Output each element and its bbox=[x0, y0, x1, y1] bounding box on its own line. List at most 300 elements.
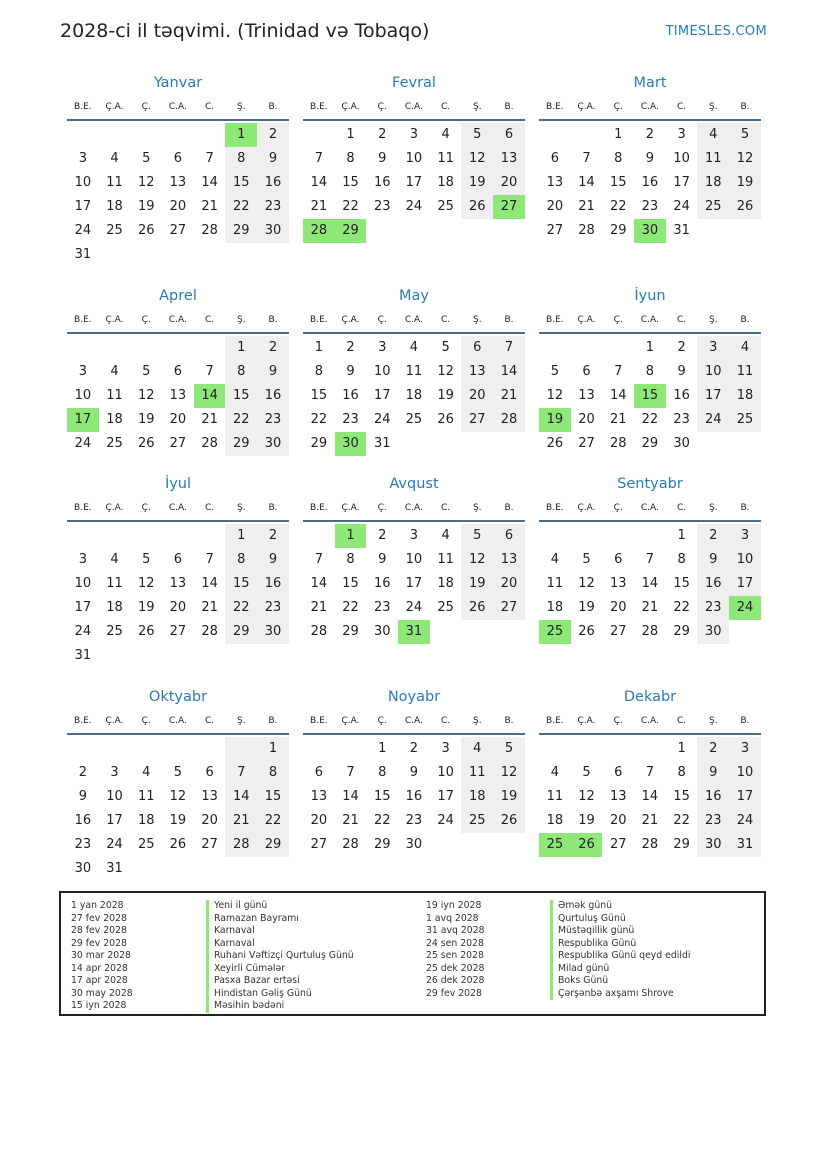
day-cell: 29 bbox=[225, 219, 257, 243]
day-cell: 9 bbox=[257, 548, 289, 572]
day-cell: 12 bbox=[137, 576, 155, 591]
weekday-label: C.A. bbox=[404, 315, 423, 325]
day-cell: 11 bbox=[405, 364, 423, 379]
day-cell: 8 bbox=[346, 552, 355, 567]
day-cell: 2 bbox=[697, 524, 729, 548]
weekday-label: B.E. bbox=[74, 716, 92, 726]
weekday-label: Ç.A. bbox=[577, 503, 596, 513]
day-cell: 21 bbox=[342, 813, 359, 828]
day-cell: 6 bbox=[550, 151, 559, 166]
empty-cell bbox=[335, 737, 367, 761]
day-cell: 6 bbox=[614, 552, 623, 567]
day-cell: 29 bbox=[673, 837, 690, 852]
day-cell: 26 bbox=[493, 809, 525, 833]
page-title: 2028-ci il təqvimi. (Trinidad və Tobaqo) bbox=[60, 20, 430, 42]
legend-holiday-name: Respublika Günü bbox=[550, 938, 636, 951]
holiday-day: 30 bbox=[335, 432, 367, 456]
weekday-label: B.E. bbox=[546, 102, 564, 112]
day-cell: 9 bbox=[697, 548, 729, 572]
day-cell: 27 bbox=[169, 223, 187, 238]
day-cell: 4 bbox=[110, 552, 119, 567]
day-cell: 19 bbox=[729, 171, 761, 195]
holiday-day: 14 bbox=[194, 384, 226, 408]
empty-cell bbox=[99, 336, 131, 360]
legend-holiday-name: Milad günü bbox=[550, 963, 609, 976]
day-cell: 23 bbox=[342, 412, 359, 427]
day-cell: 28 bbox=[493, 408, 525, 432]
weekday-label: C. bbox=[205, 716, 215, 726]
day-cell: 12 bbox=[546, 388, 564, 403]
day-cell: 12 bbox=[169, 789, 187, 804]
day-cell: 9 bbox=[378, 552, 387, 567]
weekday-header bbox=[303, 97, 525, 121]
day-cell: 11 bbox=[137, 789, 155, 804]
day-cell: 21 bbox=[641, 813, 659, 828]
day-cell: 4 bbox=[409, 340, 419, 355]
legend-holiday-name: Karnaval bbox=[206, 925, 255, 938]
day-grid bbox=[539, 737, 761, 857]
day-cell: 27 bbox=[201, 837, 218, 852]
day-cell: 12 bbox=[493, 761, 525, 785]
legend-holiday-name: Xeyirli Cümələr bbox=[206, 963, 285, 976]
day-cell: 7 bbox=[493, 336, 525, 360]
day-cell: 3 bbox=[729, 524, 761, 548]
day-cell: 16 bbox=[74, 813, 92, 828]
day-cell: 22 bbox=[225, 195, 257, 219]
weekday-header bbox=[303, 310, 525, 334]
legend-date: 17 apr 2028 bbox=[71, 975, 128, 986]
weekday-label: Ç.A. bbox=[105, 716, 124, 726]
holiday-day: 26 bbox=[571, 833, 603, 857]
day-cell: 6 bbox=[173, 364, 183, 379]
holiday-day: 30 bbox=[634, 219, 666, 243]
day-cell: 14 bbox=[201, 576, 218, 591]
weekday-label: B.E. bbox=[310, 716, 328, 726]
empty-cell bbox=[194, 123, 226, 147]
weekday-label: B.E. bbox=[546, 503, 564, 513]
legend-holiday-name: Ruhani Vəftizçi Qurtuluş Günü bbox=[206, 950, 354, 963]
month-name: Dekabr bbox=[623, 689, 677, 705]
legend-holiday-name: Çərşənbə axşamı Shrove bbox=[550, 988, 674, 1001]
day-cell: 5 bbox=[493, 737, 525, 761]
month-11 bbox=[539, 687, 761, 857]
day-cell: 29 bbox=[225, 620, 257, 644]
day-cell: 25 bbox=[729, 408, 761, 432]
weekday-label: C. bbox=[441, 315, 451, 325]
legend-date: 27 fev 2028 bbox=[71, 912, 127, 924]
day-cell: 13 bbox=[169, 576, 187, 591]
day-cell: 1 bbox=[225, 524, 257, 548]
weekday-label: C.A. bbox=[168, 102, 187, 112]
weekday-label: C. bbox=[205, 102, 215, 112]
day-cell: 15 bbox=[342, 175, 359, 190]
weekday-header bbox=[67, 711, 289, 735]
weekday-label: B. bbox=[504, 716, 514, 726]
day-cell: 8 bbox=[677, 552, 686, 567]
day-cell: 26 bbox=[137, 223, 155, 238]
legend-date: 24 sen 2028 bbox=[426, 937, 484, 949]
weekday-label: Ç. bbox=[377, 102, 387, 112]
day-cell: 3 bbox=[110, 765, 119, 780]
day-cell: 23 bbox=[74, 837, 92, 852]
day-cell: 5 bbox=[142, 364, 151, 379]
empty-cell bbox=[539, 524, 571, 548]
empty-cell bbox=[303, 123, 335, 147]
day-cell: 25 bbox=[106, 223, 123, 238]
day-cell: 10 bbox=[74, 388, 92, 403]
day-cell: 4 bbox=[142, 765, 151, 780]
day-cell: 18 bbox=[106, 412, 123, 427]
day-cell: 19 bbox=[137, 600, 155, 615]
day-cell: 3 bbox=[78, 151, 87, 166]
day-cell: 8 bbox=[614, 151, 623, 166]
holiday-day: 25 bbox=[539, 833, 571, 857]
holiday-day: 27 bbox=[493, 195, 525, 219]
day-cell: 2 bbox=[257, 123, 289, 147]
holiday-day: 1 bbox=[335, 524, 367, 548]
day-cell: 4 bbox=[697, 123, 729, 147]
weekday-label: Ç.A. bbox=[105, 315, 124, 325]
day-cell: 14 bbox=[310, 175, 328, 190]
day-cell: 25 bbox=[437, 600, 454, 615]
day-cell: 13 bbox=[609, 576, 627, 591]
day-cell: 1 bbox=[614, 127, 623, 142]
weekday-label: C. bbox=[677, 716, 687, 726]
day-cell: 22 bbox=[342, 600, 359, 615]
weekday-label: C.A. bbox=[640, 503, 659, 513]
day-cell: 11 bbox=[437, 151, 454, 166]
day-cell: 25 bbox=[697, 195, 729, 219]
day-cell: 18 bbox=[546, 600, 564, 615]
day-cell: 20 bbox=[493, 171, 525, 195]
empty-cell bbox=[303, 524, 335, 548]
day-cell: 7 bbox=[205, 151, 214, 166]
day-cell: 9 bbox=[645, 151, 655, 166]
day-cell: 17 bbox=[74, 199, 92, 214]
day-cell: 14 bbox=[310, 576, 328, 591]
day-grid bbox=[303, 336, 525, 456]
day-cell: 16 bbox=[697, 785, 729, 809]
day-cell: 6 bbox=[582, 364, 591, 379]
day-cell: 24 bbox=[373, 412, 391, 427]
day-cell: 5 bbox=[582, 552, 591, 567]
day-cell: 1 bbox=[314, 340, 323, 355]
weekday-label: Ç.A. bbox=[577, 102, 596, 112]
weekday-label: Ş. bbox=[236, 315, 246, 325]
day-cell: 21 bbox=[609, 412, 627, 427]
day-cell: 4 bbox=[110, 151, 119, 166]
day-cell: 8 bbox=[346, 151, 355, 166]
weekday-label: B.E. bbox=[74, 102, 92, 112]
weekday-label: C.A. bbox=[404, 716, 423, 726]
day-cell: 29 bbox=[373, 837, 391, 852]
day-cell: 8 bbox=[225, 548, 257, 572]
weekday-label: C. bbox=[677, 503, 687, 513]
day-cell: 6 bbox=[461, 336, 493, 360]
day-cell: 11 bbox=[729, 360, 761, 384]
day-cell: 26 bbox=[729, 195, 761, 219]
day-cell: 7 bbox=[205, 552, 214, 567]
weekday-label: Ş. bbox=[236, 503, 246, 513]
weekday-label: B.E. bbox=[546, 315, 564, 325]
empty-cell bbox=[539, 123, 571, 147]
empty-cell bbox=[162, 336, 194, 360]
day-cell: 16 bbox=[405, 789, 423, 804]
day-cell: 21 bbox=[310, 600, 328, 615]
empty-cell bbox=[571, 737, 603, 761]
day-cell: 3 bbox=[409, 528, 419, 543]
day-grid bbox=[67, 123, 289, 267]
day-cell: 11 bbox=[437, 552, 454, 567]
day-cell: 24 bbox=[437, 813, 454, 828]
legend-holiday-name: Məsihin bədəni bbox=[206, 1000, 284, 1013]
empty-cell bbox=[303, 737, 335, 761]
day-cell: 3 bbox=[78, 364, 87, 379]
day-cell: 23 bbox=[257, 408, 289, 432]
weekday-header bbox=[539, 711, 761, 735]
day-cell: 16 bbox=[257, 384, 289, 408]
day-cell: 7 bbox=[314, 552, 323, 567]
day-cell: 5 bbox=[461, 123, 493, 147]
day-cell: 12 bbox=[729, 147, 761, 171]
day-cell: 9 bbox=[378, 151, 387, 166]
legend-date: 1 avq 2028 bbox=[426, 912, 479, 924]
holiday-day: 15 bbox=[634, 384, 666, 408]
day-cell: 31 bbox=[373, 436, 391, 451]
day-cell: 25 bbox=[461, 809, 493, 833]
legend-holiday-name: Ramazan Bayramı bbox=[206, 913, 299, 926]
day-cell: 24 bbox=[405, 199, 423, 214]
holiday-day: 31 bbox=[398, 620, 430, 644]
day-cell: 28 bbox=[201, 436, 218, 451]
day-cell: 4 bbox=[550, 765, 559, 780]
day-cell: 13 bbox=[169, 175, 187, 190]
day-cell: 15 bbox=[225, 572, 257, 596]
day-cell: 27 bbox=[609, 624, 627, 639]
weekday-label: Ş. bbox=[236, 102, 246, 112]
day-cell: 11 bbox=[106, 388, 123, 403]
weekday-label: Ç. bbox=[377, 503, 387, 513]
empty-cell bbox=[225, 737, 257, 761]
day-cell: 16 bbox=[697, 572, 729, 596]
weekday-label: Ç. bbox=[613, 102, 623, 112]
day-cell: 20 bbox=[609, 813, 627, 828]
day-cell: 10 bbox=[74, 175, 92, 190]
day-cell: 24 bbox=[405, 600, 423, 615]
day-cell: 12 bbox=[137, 388, 155, 403]
empty-cell bbox=[99, 123, 131, 147]
day-cell: 25 bbox=[137, 837, 155, 852]
empty-cell bbox=[602, 737, 634, 761]
day-cell: 20 bbox=[493, 572, 525, 596]
day-cell: 3 bbox=[378, 340, 387, 355]
day-cell: 8 bbox=[645, 364, 655, 379]
month-name: May bbox=[399, 288, 429, 304]
legend-date: 1 yan 2028 bbox=[71, 900, 124, 911]
weekday-label: Ç. bbox=[141, 716, 151, 726]
day-cell: 13 bbox=[609, 789, 627, 804]
day-cell: 28 bbox=[641, 624, 659, 639]
day-cell: 2 bbox=[677, 340, 686, 355]
day-cell: 16 bbox=[673, 388, 690, 403]
day-grid bbox=[303, 524, 525, 644]
weekday-label: Ç.A. bbox=[341, 315, 360, 325]
day-cell: 22 bbox=[641, 412, 659, 427]
weekday-label: C.A. bbox=[168, 315, 187, 325]
weekday-header bbox=[67, 498, 289, 522]
day-cell: 3 bbox=[409, 127, 419, 142]
empty-cell bbox=[571, 524, 603, 548]
day-cell: 23 bbox=[257, 596, 289, 620]
day-cell: 11 bbox=[106, 175, 123, 190]
month-0 bbox=[67, 73, 289, 267]
day-cell: 30 bbox=[373, 624, 391, 639]
day-cell: 29 bbox=[310, 436, 328, 451]
weekday-label: Ç.A. bbox=[105, 503, 124, 513]
day-cell: 26 bbox=[461, 195, 493, 219]
holiday-day: 28 bbox=[303, 219, 335, 243]
day-cell: 28 bbox=[641, 837, 659, 852]
day-cell: 24 bbox=[74, 436, 92, 451]
day-cell: 1 bbox=[677, 741, 686, 756]
day-cell: 20 bbox=[201, 813, 218, 828]
day-cell: 20 bbox=[461, 384, 493, 408]
day-cell: 29 bbox=[342, 624, 359, 639]
day-cell: 15 bbox=[225, 171, 257, 195]
brand-link[interactable]: TIMESLES.COM bbox=[665, 24, 767, 39]
weekday-label: C.A. bbox=[404, 503, 423, 513]
day-cell: 24 bbox=[673, 199, 690, 214]
day-cell: 5 bbox=[582, 765, 591, 780]
day-cell: 25 bbox=[106, 624, 123, 639]
month-2 bbox=[539, 73, 761, 243]
day-cell: 26 bbox=[169, 837, 187, 852]
legend-date: 15 iyn 2028 bbox=[71, 1000, 127, 1011]
day-cell: 18 bbox=[437, 175, 454, 190]
day-cell: 19 bbox=[169, 813, 187, 828]
day-cell: 17 bbox=[437, 789, 454, 804]
day-cell: 26 bbox=[461, 596, 493, 620]
month-5 bbox=[539, 286, 761, 456]
day-cell: 21 bbox=[493, 384, 525, 408]
weekday-label: Ç. bbox=[141, 315, 151, 325]
day-cell: 6 bbox=[173, 552, 183, 567]
day-cell: 8 bbox=[257, 761, 289, 785]
day-cell: 5 bbox=[441, 340, 450, 355]
day-cell: 27 bbox=[609, 837, 627, 852]
day-cell: 4 bbox=[729, 336, 761, 360]
month-name: Sentyabr bbox=[617, 476, 683, 492]
weekday-label: Ç. bbox=[613, 315, 623, 325]
day-cell: 19 bbox=[137, 199, 155, 214]
weekday-label: B. bbox=[504, 503, 514, 513]
day-grid bbox=[67, 524, 289, 668]
day-cell: 9 bbox=[677, 364, 686, 379]
month-name: Avqust bbox=[389, 476, 439, 492]
empty-cell bbox=[130, 524, 162, 548]
day-cell: 14 bbox=[609, 388, 627, 403]
weekday-label: B. bbox=[268, 503, 278, 513]
legend-date: 14 apr 2028 bbox=[71, 962, 128, 974]
day-cell: 21 bbox=[310, 199, 328, 214]
day-cell: 20 bbox=[546, 199, 564, 214]
day-cell: 22 bbox=[225, 596, 257, 620]
empty-cell bbox=[539, 737, 571, 761]
day-cell: 23 bbox=[373, 199, 391, 214]
legend-date: 30 may 2028 bbox=[71, 987, 133, 999]
day-cell: 7 bbox=[205, 364, 214, 379]
weekday-label: Ç. bbox=[141, 102, 151, 112]
empty-cell bbox=[194, 737, 226, 761]
day-cell: 10 bbox=[373, 364, 391, 379]
day-cell: 13 bbox=[546, 175, 564, 190]
day-cell: 10 bbox=[729, 548, 761, 572]
day-cell: 17 bbox=[106, 813, 123, 828]
day-cell: 6 bbox=[614, 765, 623, 780]
legend-date: 30 mar 2028 bbox=[71, 950, 131, 961]
month-name: Yanvar bbox=[153, 75, 203, 91]
day-cell: 9 bbox=[346, 364, 355, 379]
day-cell: 19 bbox=[461, 171, 493, 195]
month-9 bbox=[67, 687, 289, 881]
day-cell: 11 bbox=[106, 576, 123, 591]
weekday-label: Ç. bbox=[377, 716, 387, 726]
day-cell: 7 bbox=[645, 552, 655, 567]
empty-cell bbox=[634, 737, 666, 761]
day-cell: 18 bbox=[697, 171, 729, 195]
day-cell: 15 bbox=[310, 388, 328, 403]
weekday-label: B. bbox=[740, 503, 750, 513]
weekday-label: Ç.A. bbox=[577, 315, 596, 325]
day-cell: 30 bbox=[405, 837, 423, 852]
day-cell: 6 bbox=[493, 123, 525, 147]
weekday-header bbox=[539, 97, 761, 121]
day-cell: 31 bbox=[74, 648, 92, 663]
day-cell: 20 bbox=[169, 412, 187, 427]
day-cell: 2 bbox=[645, 127, 655, 142]
weekday-label: Ş. bbox=[708, 102, 718, 112]
empty-cell bbox=[162, 737, 194, 761]
day-cell: 2 bbox=[257, 524, 289, 548]
day-cell: 7 bbox=[645, 765, 655, 780]
day-cell: 31 bbox=[729, 833, 761, 857]
weekday-label: B. bbox=[740, 716, 750, 726]
legend-date: 31 avq 2028 bbox=[426, 925, 485, 936]
day-cell: 29 bbox=[609, 223, 627, 238]
day-cell: 28 bbox=[342, 837, 359, 852]
day-cell: 28 bbox=[578, 223, 595, 238]
holiday-day: 17 bbox=[67, 408, 99, 432]
day-cell: 22 bbox=[225, 408, 257, 432]
empty-cell bbox=[130, 123, 162, 147]
legend-holiday-name: Boks Günü bbox=[550, 975, 608, 988]
day-cell: 17 bbox=[405, 576, 423, 591]
day-cell: 28 bbox=[201, 624, 218, 639]
day-cell: 20 bbox=[169, 600, 187, 615]
empty-cell bbox=[99, 737, 131, 761]
day-cell: 27 bbox=[578, 436, 595, 451]
month-10 bbox=[303, 687, 525, 857]
empty-cell bbox=[99, 524, 131, 548]
weekday-label: Ş. bbox=[708, 716, 718, 726]
day-cell: 20 bbox=[609, 600, 627, 615]
day-cell: 12 bbox=[461, 147, 493, 171]
day-cell: 12 bbox=[461, 548, 493, 572]
holiday-day: 24 bbox=[729, 596, 761, 620]
month-name: Oktyabr bbox=[148, 689, 208, 705]
weekday-label: Ş. bbox=[472, 315, 482, 325]
weekday-label: B. bbox=[740, 315, 750, 325]
